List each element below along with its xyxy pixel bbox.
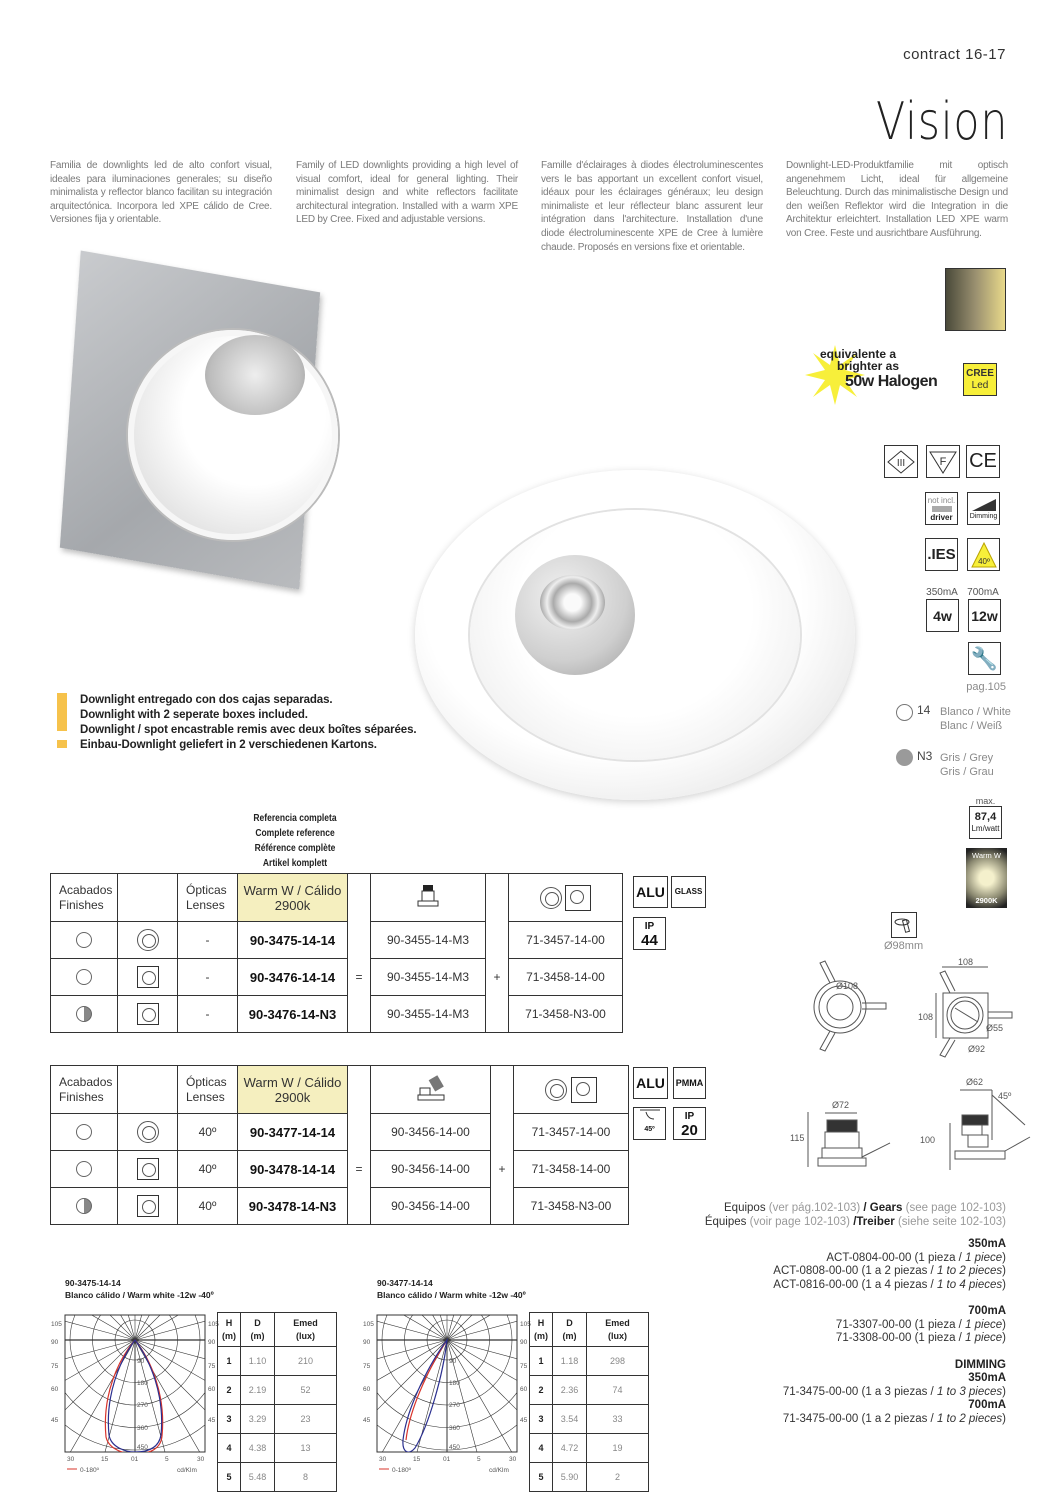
table-row: 2 2.36 74 [530,1376,649,1405]
dimming-icon: Dimming [967,492,1000,525]
illuminance-table: H (m) D (m) Emed (lux) 1 1.10 210 2 2.19 52 3 3.29 23 4 4.38 13 5 5.48 8 [217,1312,337,1492]
warm-white-header: Warm W / Cálido 2900k [238,874,348,922]
side-tick: 105 [51,1321,62,1328]
dim-fixed-diameter: Ø72 [832,1100,850,1110]
description-es: Familia de downlights led de alto confort visual, ideales para iluminaciones generales; su diseño minimalista y reflector blanco facilitan su integración arquitectónica. Incorpora led XPE cálido de Cree. Versiones fija y orientable. [50,160,272,226]
dim-adjustable-height: 100 [920,1135,936,1145]
svg-text:F: F [939,455,947,468]
radial-tick: 360 [137,1425,148,1432]
legend-label: 0-180º [392,1467,411,1474]
side-tick: 60 [520,1386,528,1393]
side-tick: 45 [363,1417,371,1424]
gears-list: Equipos (ver pág.102-103) / Gears (see page 102-103) Équipes (voir page 102-103) /Treiber (siehe seite 102-103) 350mA ACT-0804-00-00 (1 pieza / 1 piece) ACT-0808-00-00 (1 a 2 piezas / 1 to 2 pieces) ACT-0816-00-00 (1 a 4 piezas / 1 to 4 pieces) 700mA 71-3307-00-00 (1 pieza / 1 piece) 71-3308-00-00 (1 pieza / 1 piece) DIMMING 350mA 71-3475-00-00 (1 a 3 piezas / 1 to 3 pieces) 700mA 71-3475-00-00 (1 a 2 piezas / 1 to 2 pieces) [704,1202,1006,1425]
description-en: Family of LED downlights providing a high level of visual comfort, ideal for general lighting. Their minimalist design and white reflectors facilitate architectural integration. Installed with a warm XPE LED by Cree. Fixed and adjustable versions. [296,160,518,226]
illuminance-table: H (m) D (m) Emed (lux) 1 1.18 298 2 2.36 74 3 3.54 33 4 4.72 19 5 5.90 2 [529,1312,649,1492]
side-tick: 75 [208,1363,216,1370]
description-de: Downlight-LED-Produktfamilie mit optisch angenehmem Licht, ideal für allgemeine Beleuchtung. Durch das minimalistische Design und den weißen Reflektor wird die Integration in die Architektur erleichtert. Installation LED XPE warm von Cree. Feste und ausrichtbare Ausführung. [786,160,1008,239]
table-row: 3 3.54 33 [530,1405,649,1434]
dim-fixed-height: 115 [790,1133,805,1143]
cree-led-badge: CREE Led [963,363,997,396]
table-row: 40º 90-3477-14-14 90-3456-14-00 71-3457-14-00 [51,1114,629,1151]
bottom-tick: 01 [131,1456,139,1463]
side-tick: 90 [208,1339,216,1346]
dim-adjustable-diameter: Ø62 [966,1077,984,1087]
warning-icon-dot [57,740,67,748]
side-tick: 90 [51,1339,59,1346]
description-fr: Famille d'éclairages à diodes électroluminescentes vers le bas apportant un excellent confort visuel, idéaux pour les éclairages généraux; leu design minimaliste et leur réflecteur blanc assurent leur intégration dans l'architecture. Installation d'une diode électroluminescente XPE de Cree à lumière chaude. Proposés en versions fixe et orientable. [541,160,763,253]
table-row: 3 3.29 23 [218,1405,337,1434]
dim-square-height: 108 [918,1012,934,1022]
table-row: - 90-3476-14-14 = 90-3455-14-M3 + 71-3458-14-00 [51,959,623,996]
dim-outer-diameter: Ø92 [968,1044,986,1054]
radial-tick: 270 [137,1402,148,1409]
radial-tick: 90 [137,1358,145,1365]
finish-name-grey: Gris / Grey Gris / Grau [940,752,994,778]
side-tick: 105 [208,1321,219,1328]
photometry-block-adjustable [362,1277,662,1482]
table-row: - 90-3475-14-14 90-3455-14-M3 71-3457-14-00 [51,922,623,959]
unit-label: cd/Klm [489,1467,509,1474]
table-row: 4 4.38 13 [218,1434,337,1463]
polar-grid-ray [395,1340,447,1500]
complete-reference-label: Referencia completa Complete reference Référence complète Artikel komplett [253,813,337,869]
warm-white-header: Warm W / Cálido 2900k [238,1066,348,1114]
svg-text:III: III [896,457,906,469]
table-row: 5 5.48 8 [218,1463,337,1492]
ip44-badge: IP 44 [633,917,666,950]
bottom-tick: 15 [413,1456,421,1463]
side-tick: 45 [520,1417,528,1424]
curve-90-270 [403,1340,447,1452]
light-effect-icon [945,268,1006,331]
ies-file-icon: .IES [925,538,958,571]
finish-name-white: Blanco / White Blanc / Weiß [940,706,1011,732]
beam-angle-icon [967,538,1000,571]
curve-0-180 [105,1340,162,1454]
power-4w: 4w [926,599,959,632]
side-tick: 105 [363,1321,374,1328]
bottom-tick: 15 [101,1456,109,1463]
halogen-equivalence: equivalente a brighter as 50w Halogen [820,347,938,390]
series-label: contract 16-17 [903,46,1006,63]
bottom-tick: 30 [197,1456,205,1463]
bottom-tick: 30 [509,1456,517,1463]
radial-tick: 270 [449,1402,460,1409]
side-tick: 45 [208,1417,216,1424]
side-tick: 105 [520,1321,531,1328]
cutout-icon [891,912,917,938]
side-tick: 90 [363,1339,371,1346]
bottom-tick: 30 [67,1456,75,1463]
material-alu-badge: ALU [633,876,668,908]
tilt-45-badge: 45º [633,1107,666,1140]
unit-label: cd/Klm [177,1467,197,1474]
pmma-badge: PMMA [673,1067,706,1099]
efficacy-badge: 87,4 Lm/watt [969,806,1002,839]
page-title: Vision [875,92,1008,152]
radial-tick: 180 [449,1380,460,1387]
legend-label: 0-180º [80,1467,99,1474]
finish-swatch-grey [896,749,913,766]
bottom-tick: 01 [443,1456,451,1463]
driver-not-included-icon: not incl. driver [925,492,958,525]
power-12w: 12w [968,599,1001,632]
radial-tick: 360 [449,1425,460,1432]
side-tick: 90 [520,1339,528,1346]
module-fixed-icon [371,874,486,922]
frame-icons [509,874,623,922]
photometry-title: 90-3475-14-14 Blanco cálido / Warm white -12w -40º [65,1278,214,1300]
warm-white-badge: Warm W 2900K [966,848,1007,908]
ce-mark-icon: CE [966,445,1000,478]
bottom-tick: 5 [477,1456,481,1463]
table-row: 40º 90-3478-14-14 = 90-3456-14-00 + 71-3458-14-00 [51,1151,629,1188]
table-row: 2 2.19 52 [218,1376,337,1405]
bottom-tick: 5 [165,1456,169,1463]
side-tick: 75 [363,1363,371,1370]
radial-tick: 450 [449,1444,460,1451]
frame-icons [514,1066,629,1114]
radial-tick: 180 [137,1380,148,1387]
radial-tick: 90 [449,1358,457,1365]
product-table-fixed: Acabados Finishes Ópticas Lenses Warm W / Cálido 2900k - 90-3475-14-14 90-3455-14-M3 71-3457-14-00 - 90-3476-14-14 = 90-3455-14-M3 + 71-3458-14-00 - 90-3476-14-N3 90-3455-14-M3 71-3458-N3-00 [50,873,623,1033]
polar-grid-ray [0,1340,135,1392]
finish-swatch-white [896,704,913,721]
side-tick: 45 [51,1417,59,1424]
wrench-icon: 🔧 [968,642,1001,675]
table-row: 4 4.72 19 [530,1434,649,1463]
efficacy-max-label: max. [975,796,996,806]
dim-inner-diameter: Ø55 [986,1023,1004,1033]
photometry-block-fixed [50,1277,350,1482]
warning-icon [57,693,67,731]
module-adjustable-icon [371,1066,491,1114]
polar-grid-ray [83,1340,135,1500]
side-tick: 75 [51,1363,59,1370]
table-row: - 90-3476-14-N3 90-3455-14-M3 71-3458-N3-00 [51,996,623,1033]
dim-round-diameter: Ø108 [836,981,859,991]
table-row: 40º 90-3478-14-N3 90-3456-14-00 71-3458-N3-00 [51,1188,629,1225]
table-row: 1 1.18 298 [530,1347,649,1376]
dim-square-width: 108 [958,957,974,967]
radial-tick: 450 [137,1444,148,1451]
dimension-drawings [790,955,1040,1185]
glass-badge: GLASS [671,876,706,908]
side-tick: 60 [208,1386,216,1393]
wrench-page-ref: pag.105 [966,681,1006,693]
polar-diagram [362,1315,532,1475]
table-row: 5 5.90 2 [530,1463,649,1492]
current-350: 350mA [926,587,958,598]
ip20-badge: IP 20 [673,1107,706,1140]
cutout-diameter: Ø98mm [884,940,924,952]
side-tick: 75 [520,1363,528,1370]
photometry-title: 90-3477-14-14 Blanco cálido / Warm white -12w -40º [377,1278,526,1300]
class-iii-icon [884,445,918,478]
material-alu-badge: ALU [633,1067,668,1099]
svg-text:40º: 40º [977,556,990,566]
finish-code-n3: N3 [917,749,933,763]
polar-diagram [50,1315,220,1475]
bottom-tick: 30 [379,1456,387,1463]
dim-adjustable-angle: 45º [998,1091,1012,1101]
f-mark-icon [926,445,960,478]
table-row: 1 1.10 210 [218,1347,337,1376]
side-tick: 60 [51,1386,59,1393]
current-700: 700mA [967,587,999,598]
side-tick: 60 [363,1386,371,1393]
finish-code-14: 14 [917,703,931,717]
packaging-notice: Downlight entregado con dos cajas separadas. Downlight with 2 seperate boxes included. Downlight / spot encastrable remis avec deux boîtes séparées. Einbau-Downlight geliefert in 2 verschiedenen Kartons. [80,694,417,751]
product-table-adjustable: Acabados Finishes Ópticas Lenses Warm W / Cálido 2900k 40º 90-3477-14-14 90-3456-14-00 71-3457-14-00 40º 90-3478-14-14 = 90-3456-14-00 + 71-3458-14-00 40º 90-3478-14-N3 90-3456-14-00 71-3458-N3-00 [50,1065,629,1225]
